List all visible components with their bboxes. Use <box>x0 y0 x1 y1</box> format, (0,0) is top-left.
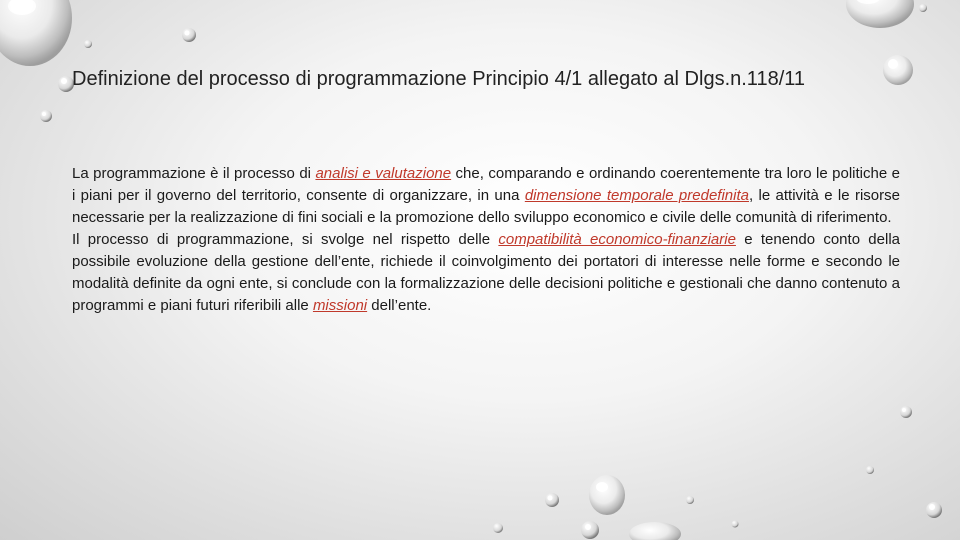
text-segment: Il processo di programmazione, si svolge nel rispetto delle <box>72 231 499 248</box>
slide-body <box>72 163 900 317</box>
water-drop <box>581 521 599 539</box>
slide-title: Definizione del processo di programmazione Principio 4/1 allegato al Dlgs.n.118/11 <box>72 68 806 90</box>
water-drop <box>919 4 927 12</box>
water-drop <box>589 475 625 515</box>
text-segment: che, comparando e ordinando coerentemente tra loro le politiche e i piani per il governo del territorio, consente di organizzare, in una <box>72 165 900 204</box>
water-drop <box>40 110 52 122</box>
text-segment: e tenendo conto della possibile evoluzione della gestione dell’ente, richiede il coinvolgimento dei portatori di interesse nelle forme e secondo le modalità definite da ogni ente, si conclude con la formalizzazione delle decisioni politiche e gestionali che danno contenuto a programmi e piani futuri riferibili alle <box>72 231 901 314</box>
paragraph-process <box>72 229 900 317</box>
water-drop <box>900 406 912 418</box>
text-segment: , le attività e le risorse necessarie per la realizzazione di fini sociali e la promozione dello sviluppo economico e civile delle comunità di riferimento. <box>72 187 900 226</box>
water-drop <box>883 55 913 85</box>
paragraph-definition <box>72 163 900 229</box>
water-drop <box>182 28 196 42</box>
water-drop <box>732 521 739 528</box>
water-drop <box>629 522 681 540</box>
water-drop <box>545 493 559 507</box>
water-drop <box>846 0 914 28</box>
highlight-dimensione: dimensione temporale predefinita <box>524 187 749 204</box>
highlight-missioni: missioni <box>312 297 368 314</box>
water-drop <box>84 40 92 48</box>
water-drop <box>926 502 942 518</box>
text-segment: dell’ente. <box>367 297 432 314</box>
highlight-analisi: analisi e valutazione <box>315 165 452 182</box>
water-drop <box>0 0 72 66</box>
text-segment: La programmazione è il processo di <box>72 165 316 182</box>
water-drop <box>493 523 503 533</box>
water-drop <box>866 466 874 474</box>
highlight-compatibilita: compatibilità economico-finanziarie <box>498 231 736 248</box>
water-drop <box>686 496 694 504</box>
